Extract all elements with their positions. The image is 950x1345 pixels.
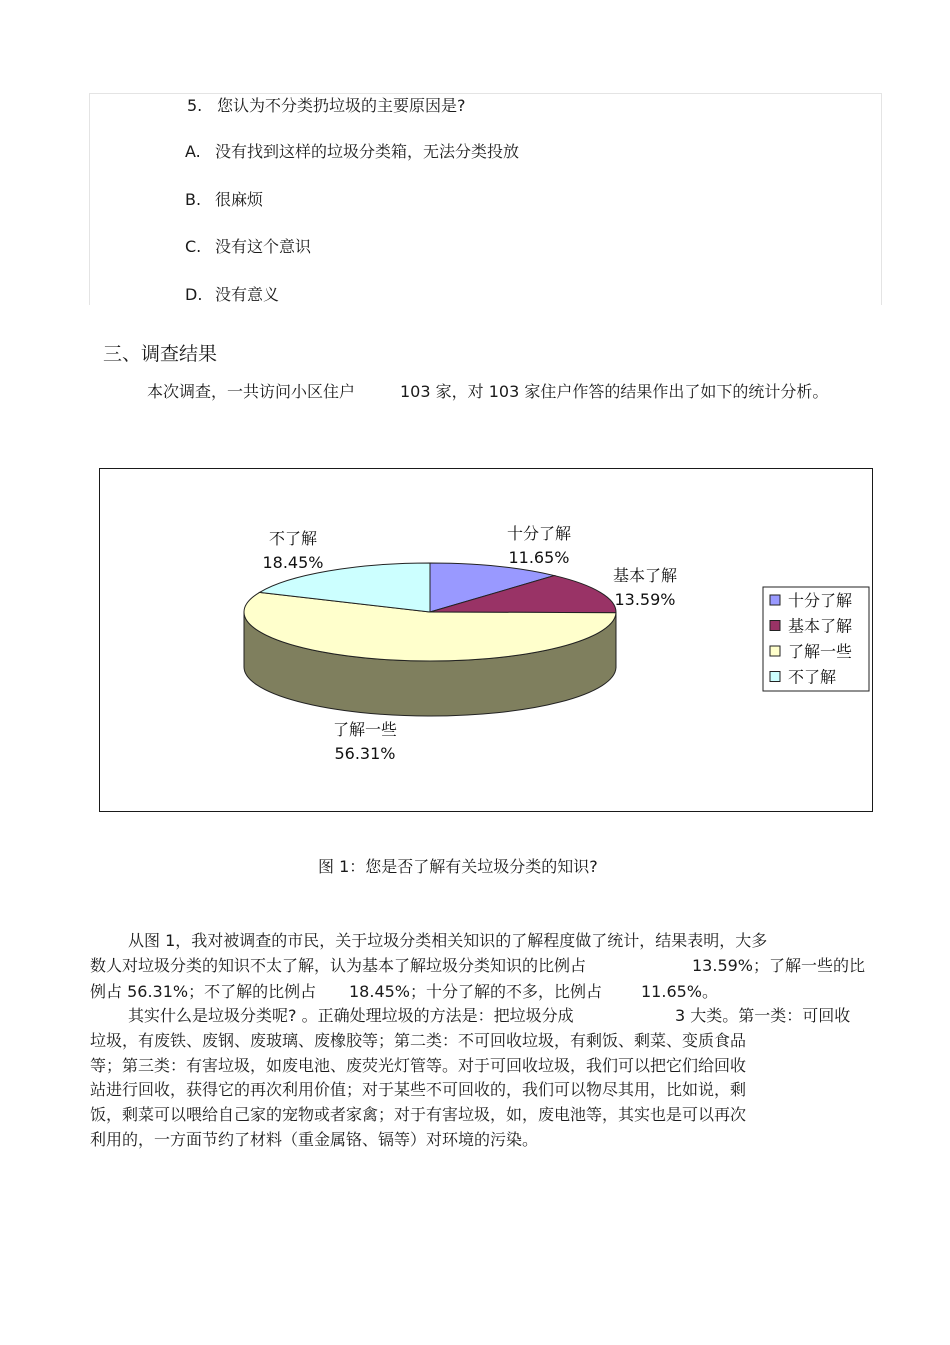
slice-label-name: 不了解 bbox=[268, 529, 318, 548]
legend-swatch bbox=[770, 621, 780, 631]
body-p1-line-2b: 13.59%；了解一些的比 bbox=[692, 956, 866, 975]
body-p1-line-2a: 数人对垃圾分类的知识不太了解，认为基本了解垃圾分类知识的比例占 bbox=[90, 956, 587, 975]
option-text: 没有这个意识 bbox=[215, 237, 312, 256]
body-p1-line-3a: 例占 56.31%；不了解的比例占 bbox=[90, 982, 317, 1001]
body-p1-line-3c: 11.65%。 bbox=[641, 982, 719, 1001]
slice-label-name: 基本了解 bbox=[612, 566, 678, 585]
body-p1-line-1: 从图 1，我对被调查的市民，关于垃圾分类相关知识的了解程度做了统计，结果表明，大多 bbox=[128, 931, 768, 950]
option-b bbox=[185, 190, 263, 210]
legend-label: 了解一些 bbox=[788, 642, 853, 661]
legend-label: 十分了解 bbox=[788, 591, 853, 610]
legend-swatch bbox=[770, 595, 780, 605]
option-letter: D. bbox=[185, 285, 203, 304]
slice-label-value: 11.65% bbox=[508, 548, 570, 567]
intro-text-a: 本次调查，一共访问小区住户 bbox=[147, 382, 356, 401]
slice-label-value: 13.59% bbox=[614, 590, 676, 609]
slice-label-value: 18.45% bbox=[262, 553, 324, 572]
body-p2-line-3: 等；第三类：有害垃圾，如废电池、废荧光灯管等。对于可回收垃圾，我们可以把它们给回收 bbox=[90, 1056, 747, 1075]
option-letter: B. bbox=[185, 190, 202, 209]
slice-label-value: 56.31% bbox=[334, 744, 396, 763]
legend-label: 不了解 bbox=[788, 667, 837, 687]
option-d bbox=[185, 285, 279, 305]
section-heading: 三、调查结果 bbox=[103, 343, 218, 365]
slice-label-name: 了解一些 bbox=[332, 720, 398, 739]
pie-chart bbox=[99, 468, 873, 812]
legend-label: 基本了解 bbox=[788, 616, 853, 636]
option-letter: A. bbox=[185, 142, 201, 161]
legend bbox=[763, 587, 869, 691]
question-prompt bbox=[187, 96, 466, 116]
body-p2-line-2: 垃圾，有废铁、废钢、废玻璃、废橡胶等；第二类：不可回收垃圾，有剩饭、剩菜、变质食品 bbox=[90, 1031, 747, 1050]
question-number: 5. bbox=[187, 96, 203, 115]
slice-label-name: 十分了解 bbox=[506, 524, 572, 543]
option-text: 没有意义 bbox=[215, 285, 280, 304]
legend-swatch bbox=[770, 646, 780, 656]
body-p1-line-3b: 18.45%；十分了解的不多，比例占 bbox=[349, 982, 603, 1001]
option-letter: C. bbox=[185, 237, 202, 256]
body-p2-line-4: 站进行回收，获得它的再次利用价值；对于某些不可回收的，我们可以物尽其用，比如说，剩 bbox=[90, 1080, 747, 1099]
option-a bbox=[185, 142, 519, 162]
body-p2-line-1b: 3 大类。第一类：可回收 bbox=[675, 1006, 851, 1025]
option-text: 没有找到这样的垃圾分类箱，无法分类投放 bbox=[215, 142, 520, 161]
intro-text-b: 103 家，对 103 家住户作答的结果作出了如下的统计分析。 bbox=[400, 382, 829, 401]
body-p2-line-1a: 其实什么是垃圾分类呢? 。正确处理垃圾的方法是：把垃圾分成 bbox=[128, 1006, 574, 1025]
option-c bbox=[185, 237, 311, 257]
option-text: 很麻烦 bbox=[215, 190, 264, 209]
question-text: 您认为不分类扔垃圾的主要原因是? bbox=[217, 96, 466, 115]
figure-caption: 图 1：您是否了解有关垃圾分类的知识? bbox=[318, 857, 598, 876]
body-p2-line-6: 利用的，一方面节约了材料（重金属铬、镉等）对环境的污染。 bbox=[90, 1130, 539, 1149]
pie-group bbox=[244, 563, 616, 716]
legend-swatch bbox=[770, 672, 780, 682]
pie-chart-svg bbox=[100, 469, 872, 811]
body-p2-line-5: 饭，剩菜可以喂给自己家的宠物或者家禽；对于有害垃圾，如，废电池等，其实也是可以再次 bbox=[90, 1105, 747, 1124]
